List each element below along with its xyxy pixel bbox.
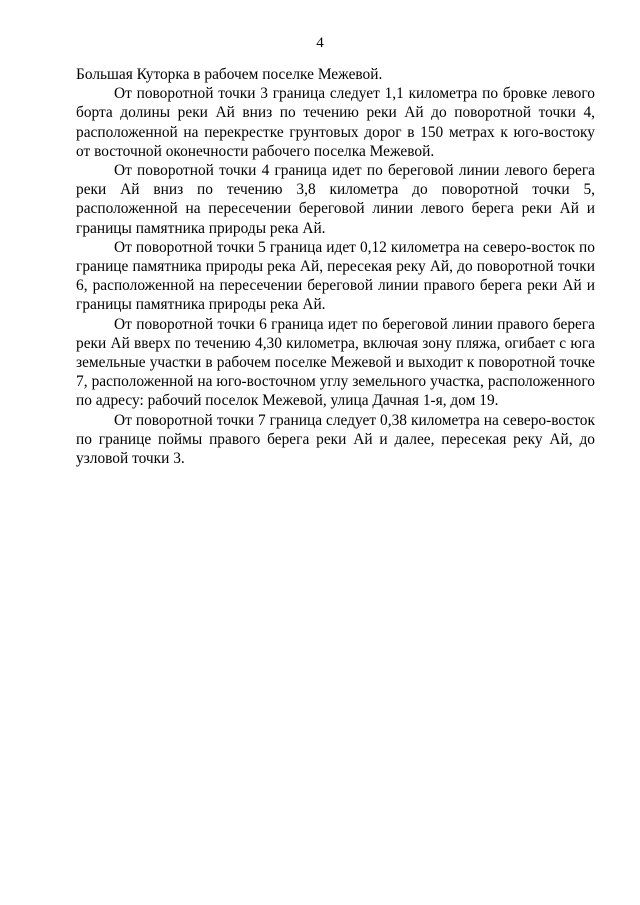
paragraph-point-4: От поворотной точки 4 граница идет по береговой линии левого берега реки Ай вниз по течению 3,8 километра до поворотной точки 5, расположенной на пересечении береговой линии левого берега реки Ай и границы памятника природы река Ай.	[76, 162, 595, 237]
document-body	[76, 65, 595, 468]
paragraph-point-5: От поворотной точки 5 граница идет 0,12 километра на северо-восток по границе памятника природы река Ай, пересекая реку Ай, до поворотной точки 6, расположенной на пересечении береговой линии правого берега реки Ай и границы памятника природы река Ай.	[76, 238, 595, 314]
page-number: 4	[316, 35, 324, 51]
paragraph-point-3: От поворотной точки 3 граница следует 1,1 километра по бровке левого борта долины реки Ай вниз по течению реки Ай до поворотной точки 4, расположенной на перекрестке грунтовых дорог в 150 метрах к юго-востоку от восточной оконечности рабочего поселка Межевой.	[76, 85, 595, 160]
paragraph-point-6: От поворотной точки 6 граница идет по береговой линии правого берега реки Ай вверх по течению 4,30 километра, включая зону пляжа, огибает с юга земельные участки в рабочем поселке Межевой и выходит к поворотной точке 7, расположенной на юго-восточном углу земельного участка, расположенного по адресу: рабочий поселок Межевой, улица Дачная 1-я, дом 19.	[76, 315, 595, 410]
paragraph-point-7: От поворотной точки 7 граница следует 0,38 километра на северо-восток по границе поймы правого берега реки Ай и далее, пересекая реку Ай, до узловой точки 3.	[76, 411, 595, 468]
paragraph-continuation: Большая Куторка в рабочем поселке Межевой.	[76, 66, 383, 83]
